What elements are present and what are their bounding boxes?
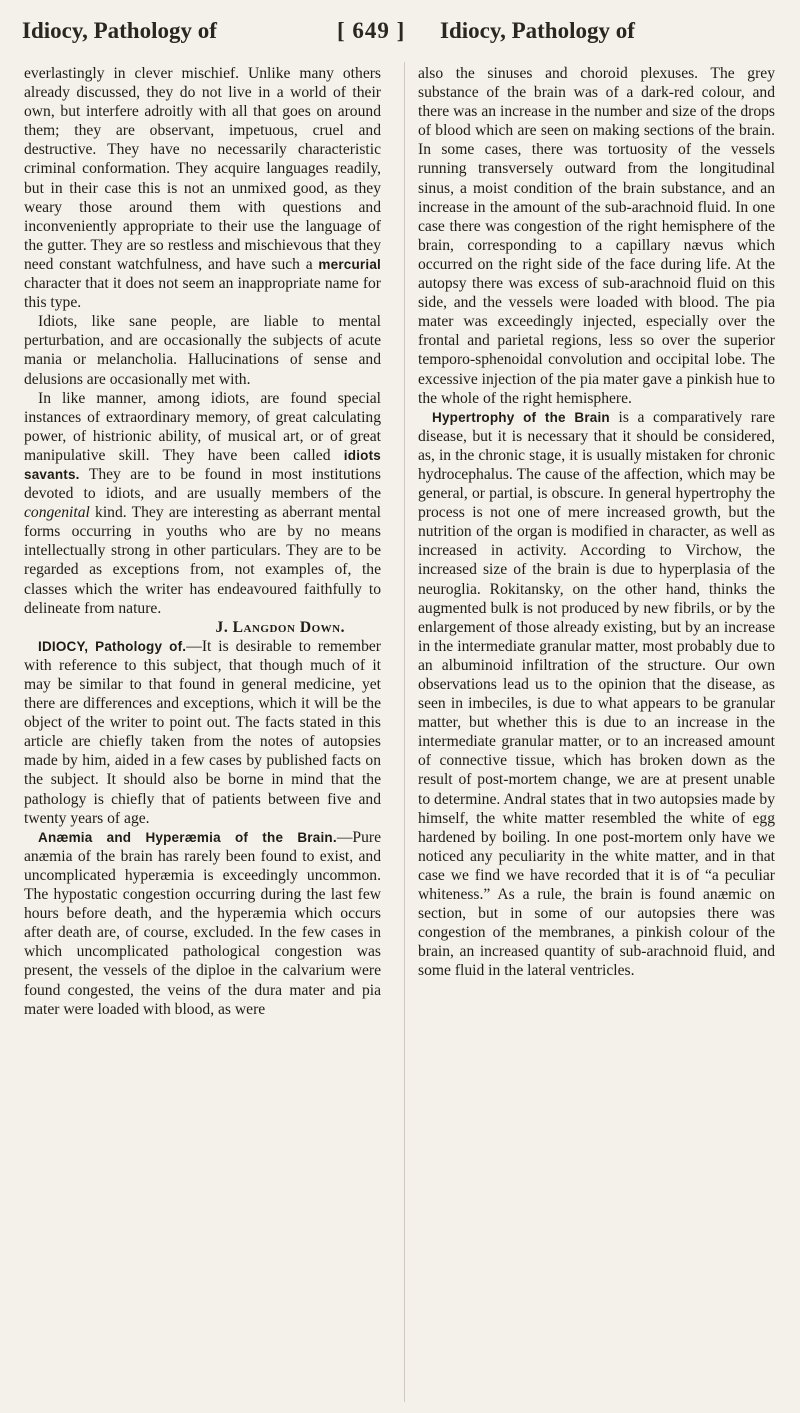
section (24, 828, 381, 1019)
bold-term: idiots savants. (24, 447, 381, 482)
text: character that it does not seem an inappropriate name for this type. (24, 275, 381, 312)
bold-term: mercurial (318, 256, 381, 272)
page-number: [ 649 ] (337, 18, 406, 43)
paragraph (24, 389, 381, 618)
paragraph (418, 64, 775, 408)
text: Idiots, like sane people, are liable to mental perturbation, and are occasionally the subjects of acute mania or melancholia. Hallucinations of sense and delusions are occasionally met with. (24, 313, 381, 388)
running-header (22, 14, 778, 54)
column-divider (404, 62, 405, 1402)
section (418, 408, 775, 981)
text: also the sinuses and choroid plexuses. The grey substance of the brain was of a dark-red colour, and there was an increase in the number and size of the drops of blood which are seen on making sections of the brain. In some cases, there was tortuosity of the vessels running transversely outward from the longitudinal sinus, a moist condition of the brain substance, and an increase in the amount of the sub-arachnoid fluid. In one case there was congestion of the right hemisphere of the brain, corresponding to a capillary nævus which occurred on the right side of the face during life. At the autopsy there was excess of sub-arachnoid fluid on this side, and the vessels were loaded with blood. The pia mater was exceedingly injected, especially over the frontal and parietal regions, less so over the superior temporo-sphenoidal convolution and occipital lobe. The excessive injection of the pia mater gave a pinkish hue to the whole of the right hemisphere. (418, 65, 775, 407)
text: everlastingly in clever mischief. Unlike many others already discussed, they do not live in a world of their own, but interfere adroitly with all that goes on around them; they are observant, impetuous, cruel and destructive. They have no necessarily characteristic criminal conformation. They acquire languages readily, but in their case this is not an unmixed good, as they weary those around them with questions and inconveniently appropriate to their use the language of the gutter. They are so restless and mischievous that they need constant watchfulness, and have such a (24, 65, 381, 273)
text: —Pure anæmia of the brain has rarely been found to exist, and uncomplicated hyperæmia is exceedingly uncommon. The hypostatic congestion occurring during the last few hours before death, and the hyperæmia which occurs after death are, of course, excluded. In the few cases in which uncomplicated pathological congestion was present, the vessels of the diploe in the calvarium were found congested, the veins of the dura mater and pia mater were loaded with blood, as were (24, 828, 381, 1018)
author-signature: J. Langdon Down. (215, 618, 345, 636)
text: In like manner, among idiots, are found special instances of extraordinary memory, of great calculating power, of histrionic ability, of musical art, or of great manipulative skill. They have been called (24, 389, 381, 464)
article-heading: IDIOCY, Pathology of. (38, 638, 187, 654)
right-column (418, 64, 775, 981)
section-heading: Anæmia and Hyperæmia of the Brain. (38, 829, 337, 845)
article-start (24, 637, 381, 828)
left-column (24, 64, 381, 1019)
text: —It is desirable to remember with reference to this subject, that though much of it may be similar to that found in general medicine, yet there are differences and exceptions, which it will be the object of the writer to point out. The facts stated in this article are chiefly taken from the notes of autopsies made by him, aided in a few cases by published facts on the subject. It should also be borne in mind that the pathology is chiefly that of patients between five and twenty years of age. (24, 637, 381, 827)
text: They are to be found in most institutions devoted to idiots, and are usually members of the (24, 465, 381, 503)
italic-term: congenital (24, 504, 90, 522)
text: kind. They are interesting as aberrant mental forms occurring in youths who are by no means intellectually strong in other particulars. They are to be regarded as exceptions from, not examples of, the classes which the writer has endeavoured faithfully to delineate from nature. (24, 504, 381, 617)
header-right-title: Idiocy, Pathology of (440, 18, 635, 43)
header-left-title: Idiocy, Pathology of (22, 18, 217, 43)
paragraph (24, 64, 381, 312)
paragraph (24, 312, 381, 388)
section-heading: Hypertrophy of the Brain (432, 409, 610, 425)
text: is a comparatively rare disease, but it is necessary that it should be considered, as, in the chronic stage, it is usually mistaken for chronic hydrocephalus. The cause of the affection, which may be general, or partial, is obscure. In general hypertrophy the process is not one of mere increased growth, but the nutrition of the organ is modified in character, as well as increased in activity. According to Virchow, the increased size of the brain is due to hyperplasia of the neuroglia. Rokitansky, on the other hand, thinks the augmented bulk is not produced by new fibrils, or by the enlargement of those already existing, but by an increase in the intermediate granular matter, most probably due to an albuminoid infiltration of the structure. Our own observations lead us to the opinion that the disease, as seen in imbeciles, is due to what appears to be granular matter, but whether this is due to an increase in the intermediate granular matter, or to an increased amount of connective tissue, which has broken down as the result of post-mortem change, we are at present unable to determine. Andral states that in two autopsies made by himself, the white matter resembled the white of egg hardened by boiling. In one post-mortem only have we noticed any peculiarity in the white matter, and in that case we find we have recorded that it is of “a peculiar whiteness.” As a rule, the brain is found anæmic on section, but in some of our autopsies there was congestion of the membranes, a pinkish colour of the brain, an increased quantity of sub-arachnoid fluid, and some fluid in the lateral ventricles. (418, 408, 775, 980)
